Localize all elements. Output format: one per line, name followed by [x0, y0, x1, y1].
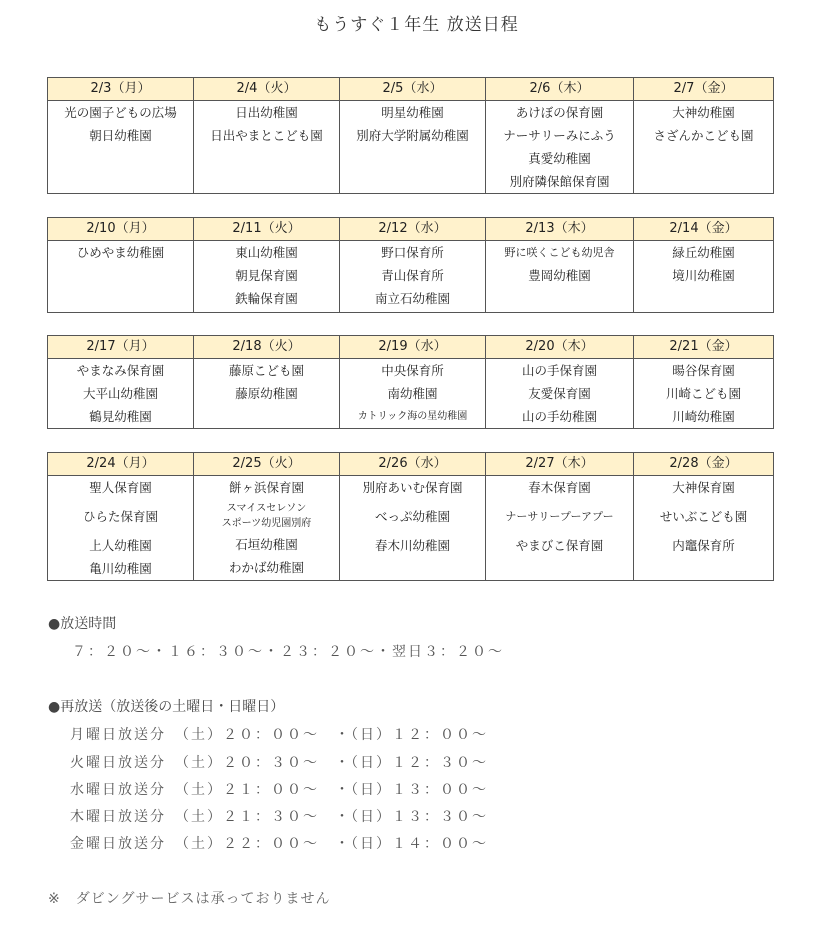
day-cell [194, 241, 340, 313]
day-header: 2/24（月） [48, 453, 194, 476]
school-name: せいぶこども園 [659, 509, 748, 524]
school-name: 大神保育園 [672, 480, 735, 495]
day-cell [486, 476, 634, 581]
school-name: 山の手保育園 [521, 363, 597, 378]
school-name: 南幼稚園 [387, 386, 438, 401]
day-header: 2/14（金） [634, 218, 774, 241]
day-cell [486, 359, 634, 429]
school-name: 明星幼稚園 [381, 105, 444, 120]
day-header: 2/12（水） [340, 218, 486, 241]
day-header: 2/20（木） [486, 336, 634, 359]
school-name: 緑丘幼稚園 [672, 245, 735, 260]
school-name: ひめやま幼稚園 [76, 245, 165, 260]
school-name: やまびこ保育園 [515, 538, 604, 553]
day-header: 2/25（火） [194, 453, 340, 476]
school-name: 朝日幼稚園 [89, 128, 152, 143]
school-name: 東山幼稚園 [235, 245, 298, 260]
day-cell [486, 101, 634, 194]
school-name: 鉄輪保育園 [235, 291, 298, 306]
day-cell [340, 101, 486, 194]
week-table-4 [47, 452, 774, 581]
day-cell [634, 476, 774, 581]
school-name: べっぷ幼稚園 [374, 509, 450, 524]
school-name: 南立石幼稚園 [374, 291, 450, 306]
school-name: 朝見保育園 [235, 268, 298, 283]
school-name: わかば幼稚園 [228, 560, 304, 575]
day-header: 2/7（金） [634, 78, 774, 101]
week-table-1 [47, 77, 774, 194]
day-header: 2/11（火） [194, 218, 340, 241]
school-name: 日出やまとこども園 [210, 128, 323, 143]
school-name: 青山保育所 [381, 268, 444, 283]
day-cell [486, 241, 634, 313]
day-header: 2/6（木） [486, 78, 634, 101]
school-name: 聖人保育園 [89, 480, 152, 495]
school-name: 川崎こども園 [665, 386, 741, 401]
school-name: 暘谷保育園 [672, 363, 735, 378]
day-header: 2/27（木） [486, 453, 634, 476]
school-name: 中央保育所 [381, 363, 444, 378]
day-header: 2/3（月） [48, 78, 194, 101]
day-header: 2/13（木） [486, 218, 634, 241]
broadcast-heading: ●放送時間 [48, 616, 117, 632]
school-name: スマイスセレソン [226, 503, 307, 514]
school-name: 藤原幼稚園 [235, 386, 298, 401]
rebroadcast-row: 水曜日放送分 （土）２１：００～ ・（日）１３：００～ [70, 782, 488, 798]
day-cell [634, 241, 774, 313]
school-name: ナーサリープーアプー [505, 510, 614, 523]
school-name: 日出幼稚園 [235, 105, 298, 120]
school-name: 亀川幼稚園 [89, 561, 152, 576]
day-header: 2/21（金） [634, 336, 774, 359]
school-name: ナーサリーみにふう [503, 128, 616, 143]
school-name: 春木保育園 [528, 480, 591, 495]
day-cell [48, 476, 194, 581]
rebroadcast-row: 金曜日放送分 （土）２２：００～ ・（日）１４：００～ [70, 836, 488, 852]
day-cell [48, 359, 194, 429]
school-name: 鶴見幼稚園 [89, 409, 152, 424]
school-name: 藤原こども園 [228, 363, 304, 378]
day-cell [340, 359, 486, 429]
rebroadcast-heading: ●再放送（放送後の土曜日・日曜日） [48, 699, 285, 715]
rebroadcast-row: 木曜日放送分 （土）２１：３０～ ・（日）１３：３０～ [70, 809, 488, 825]
school-name: スポーツ幼児園別府 [221, 518, 312, 529]
day-cell [48, 101, 194, 194]
day-cell [634, 101, 774, 194]
day-cell [340, 241, 486, 313]
day-cell [340, 476, 486, 581]
school-name: 真愛幼稚園 [528, 151, 591, 166]
school-name: 春木川幼稚園 [374, 538, 450, 553]
school-name: 大神幼稚園 [672, 105, 735, 120]
day-cell [194, 101, 340, 194]
school-name: 豊岡幼稚園 [528, 268, 591, 283]
broadcast-times: ７：２０～・１６：３０～・２３：２０～・翌日３：２０～ [72, 644, 504, 660]
rebroadcast-row: 月曜日放送分 （土）２０：００～ ・（日）１２：００～ [70, 727, 488, 743]
school-name: 餅ヶ浜保育園 [228, 480, 304, 495]
day-header: 2/10（月） [48, 218, 194, 241]
school-name: 光の園子どもの広場 [64, 105, 177, 120]
school-name: 別府大学附属幼稚園 [356, 128, 469, 143]
school-name: さざんかこども園 [653, 128, 754, 143]
dubbing-note: ※ ダビングサービスは承っておりません [48, 891, 331, 907]
day-header: 2/5（水） [340, 78, 486, 101]
day-cell [194, 359, 340, 429]
school-name: あけぼの保育園 [515, 105, 604, 120]
school-name: 野口保育所 [381, 245, 444, 260]
school-name: 川崎幼稚園 [672, 409, 735, 424]
day-header: 2/26（水） [340, 453, 486, 476]
school-name: 大平山幼稚園 [82, 386, 158, 401]
day-cell [634, 359, 774, 429]
school-name: 別府あいむ保育園 [362, 480, 463, 495]
school-name: 別府隣保館保育園 [509, 174, 610, 189]
school-name: 友愛保育園 [528, 386, 591, 401]
day-header: 2/4（火） [194, 78, 340, 101]
day-header: 2/19（水） [340, 336, 486, 359]
page-title: もうすぐ１年生 放送日程 [314, 15, 519, 35]
day-cell [194, 476, 340, 581]
school-name: 境川幼稚園 [672, 268, 735, 283]
day-cell [48, 241, 194, 313]
school-name: 野に咲くこども幼児舎 [504, 246, 615, 259]
day-header: 2/28（金） [634, 453, 774, 476]
day-header: 2/18（火） [194, 336, 340, 359]
day-header: 2/17（月） [48, 336, 194, 359]
school-name: カトリック海の星幼稚園 [357, 411, 468, 422]
school-name: ひらた保育園 [82, 509, 158, 524]
school-name: やまなみ保育園 [76, 363, 165, 378]
school-name: 上人幼稚園 [89, 538, 152, 553]
rebroadcast-row: 火曜日放送分 （土）２０：３０～ ・（日）１２：３０～ [70, 755, 488, 771]
school-name: 内竈保育所 [672, 538, 735, 553]
school-name: 山の手幼稚園 [521, 409, 597, 424]
week-table-3 [47, 335, 774, 429]
school-name: 石垣幼稚園 [235, 537, 298, 552]
week-table-2 [47, 217, 774, 313]
